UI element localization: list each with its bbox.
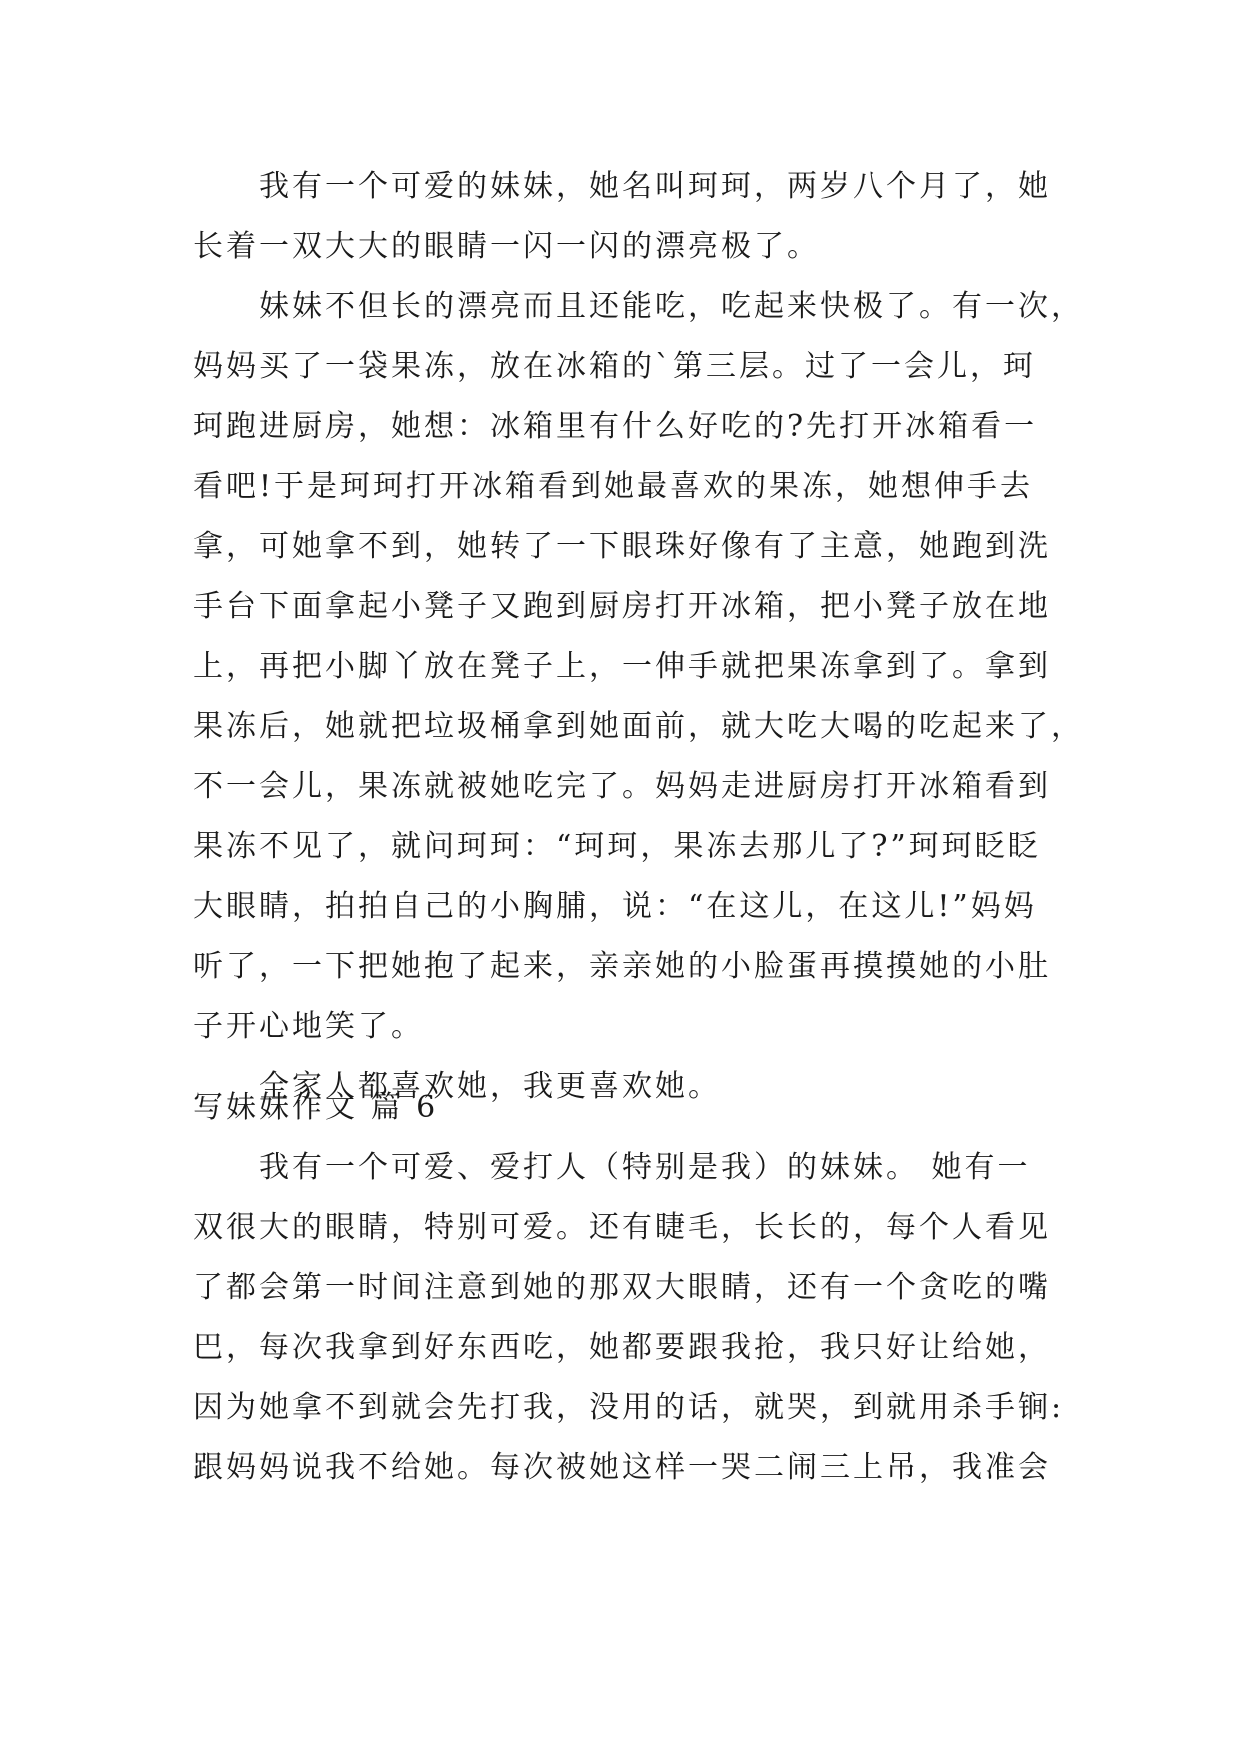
paragraph-line: 看吧!于是珂珂打开冰箱看到她最喜欢的果冻，她想伸手去: [193, 469, 1034, 504]
paragraph-line: 听了，一下把她抱了起来，亲亲她的小脸蛋再摸摸她的小肚: [193, 949, 1051, 984]
paragraph-line: 跟妈妈说我不给她。每次被她这样一哭二闹三上吊，我准会: [193, 1450, 1051, 1485]
paragraph-line: 上，再把小脚丫放在凳子上，一伸手就把果冻拿到了。拿到: [193, 649, 1051, 684]
paragraph-line: 果冻不见了，就问珂珂：“珂珂，果冻去那儿了?”珂珂眨眨: [193, 829, 1041, 864]
paragraph-line: 珂跑进厨房，她想：冰箱里有什么好吃的?先打开冰箱看一: [193, 409, 1038, 444]
paragraph-line: 巴，每次我拿到好东西吃，她都要跟我抢，我只好让给她，: [193, 1330, 1051, 1365]
essay-section-2: [193, 1138, 1065, 1498]
paragraph-line: 我有一个可爱的妹妹，她名叫珂珂，两岁八个月了，她: [259, 169, 1051, 204]
paragraph-line: 子开心地笑了。: [193, 1009, 424, 1044]
paragraph-line: 妹妹不但长的漂亮而且还能吃，吃起来快极了。有一次，: [259, 289, 1084, 324]
paragraph-line: 拿，可她拿不到，她转了一下眼珠好像有了主意，她跑到洗: [193, 529, 1051, 564]
paragraph-line: 我有一个可爱、爱打人（特别是我）的妹妹。 她有一: [259, 1150, 1031, 1185]
paragraph-line: 双很大的眼睛，特别可爱。还有睫毛，长长的，每个人看见: [193, 1210, 1051, 1245]
paragraph-line: 长着一双大大的眼睛一闪一闪的漂亮极了。: [193, 229, 820, 264]
section-heading: 写妹妹作文 篇 6: [193, 1090, 439, 1125]
paragraph-line: 因为她拿不到就会先打我，没用的话，就哭，到就用杀手锏:: [193, 1390, 1065, 1425]
paragraph-line: 了都会第一时间注意到她的那双大眼睛，还有一个贪吃的嘴: [193, 1270, 1051, 1305]
paragraph-line: 大眼睛，拍拍自己的小胸脯，说：“在这儿，在这儿!”妈妈: [193, 889, 1037, 924]
paragraph-line: 妈妈买了一袋果冻，放在冰箱的`第三层。过了一会儿，珂: [193, 349, 1036, 384]
paragraph-line: 果冻后，她就把垃圾桶拿到她面前，就大吃大喝的吃起来了，: [193, 709, 1084, 744]
paragraph-line: 全家人都喜欢她，我更喜欢她。: [259, 1069, 721, 1104]
paragraph-line: 不一会儿，果冻就被她吃完了。妈妈走进厨房打开冰箱看到: [193, 769, 1051, 804]
paragraph-line: 手台下面拿起小凳子又跑到厨房打开冰箱，把小凳子放在地: [193, 589, 1051, 624]
essay-section-1: [193, 157, 1084, 1117]
